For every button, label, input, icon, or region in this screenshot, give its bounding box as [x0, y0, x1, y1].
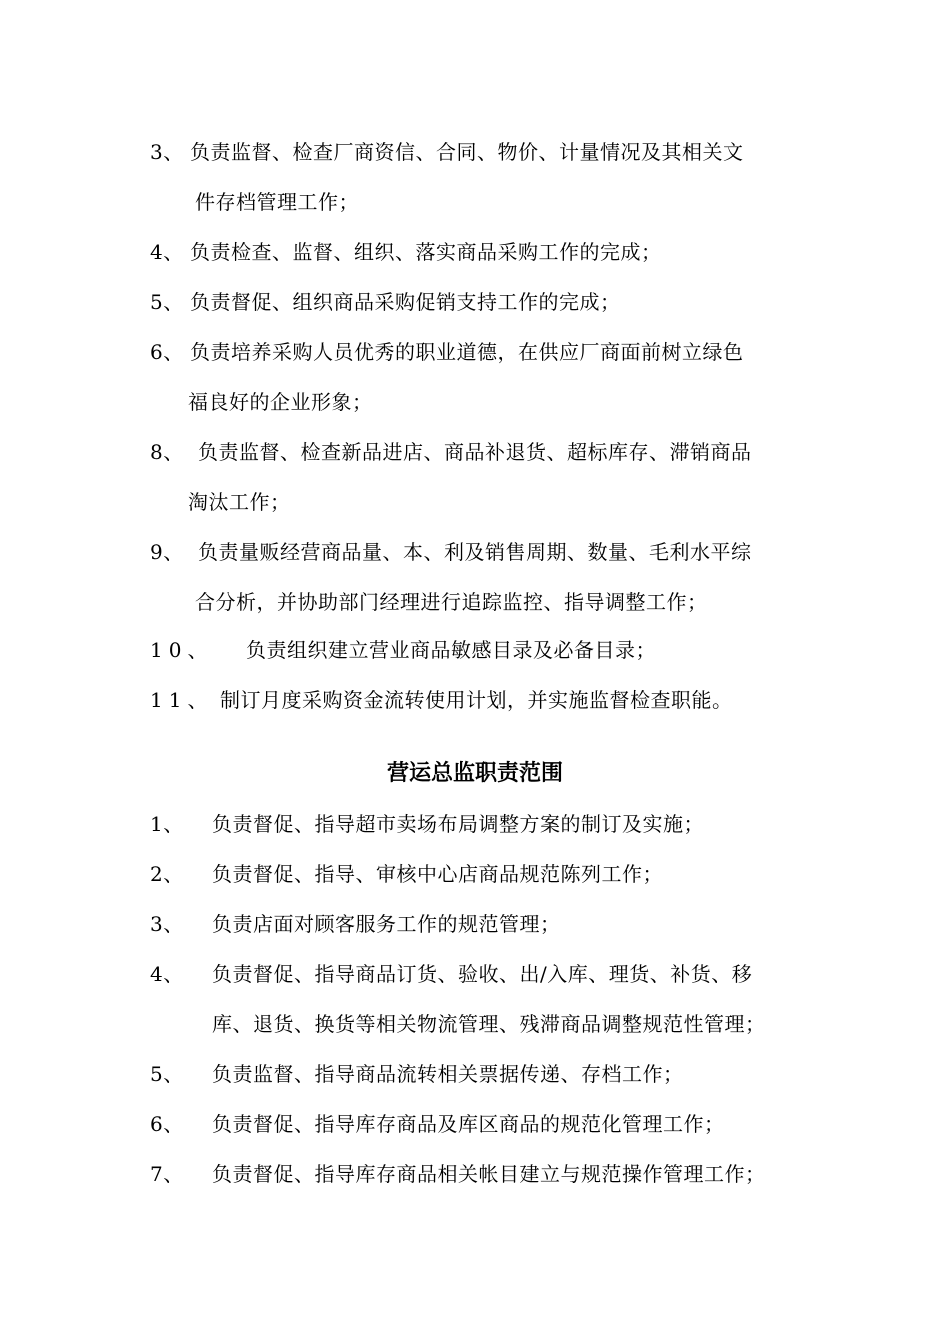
list-item	[150, 912, 561, 936]
item-text: 负责组织建立营业商品敏感目录及必备目录；	[246, 638, 656, 662]
list-item	[150, 540, 752, 564]
item-number: 10、	[150, 638, 214, 662]
section-title: 营运总监职责范围	[386, 761, 563, 786]
item-text: 负责督促、组织商品采购促销支持工作的完成；	[190, 290, 621, 314]
item-text: 负责培养采购人员优秀的职业道德，在供应厂商面前树立绿色	[190, 340, 744, 364]
item-number: 1、	[150, 812, 184, 836]
list-item	[150, 290, 621, 314]
list-item-continuation	[188, 490, 291, 514]
item-number: 6、	[150, 1112, 184, 1136]
list-item	[150, 812, 704, 836]
item-text: 淘汰工作；	[188, 490, 291, 514]
list-item-continuation	[212, 1012, 766, 1036]
list-item-continuation	[195, 590, 708, 614]
list-item	[150, 1162, 766, 1186]
item-number: 3、	[150, 912, 184, 936]
item-text: 负责检查、监督、组织、落实商品采购工作的完成；	[190, 240, 662, 264]
item-number: 11、	[150, 688, 214, 712]
item-number: 5、	[150, 1062, 184, 1086]
list-item	[150, 638, 656, 662]
list-item	[150, 340, 744, 364]
item-number: 5、	[150, 290, 184, 314]
list-item	[150, 1062, 684, 1086]
item-text: 负责监督、检查新品进店、商品补退货、超标库存、滞销商品	[198, 440, 752, 464]
item-number: 3、	[150, 140, 184, 164]
item-number: 4、	[150, 962, 184, 986]
list-item-continuation	[188, 390, 373, 414]
item-number: 8、	[150, 440, 184, 464]
item-number: 2、	[150, 862, 184, 886]
item-text: 件存档管理工作；	[195, 190, 359, 214]
item-text: 负责店面对顾客服务工作的规范管理；	[212, 912, 561, 936]
item-number: 6、	[150, 340, 184, 364]
item-number: 4、	[150, 240, 184, 264]
item-text: 合分析，并协助部门经理进行追踪监控、指导调整工作；	[195, 590, 708, 614]
item-text: 负责量贩经营商品量、本、利及销售周期、数量、毛利水平综	[198, 540, 752, 564]
list-item	[150, 140, 744, 164]
list-item	[150, 1112, 725, 1136]
item-text: 负责监督、指导商品流转相关票据传递、存档工作；	[212, 1062, 684, 1086]
item-number: 7、	[150, 1162, 184, 1186]
item-text: 负责督促、指导库存商品及库区商品的规范化管理工作；	[212, 1112, 725, 1136]
list-item	[150, 240, 662, 264]
list-item	[150, 962, 752, 986]
item-text: 负责督促、指导、审核中心店商品规范陈列工作；	[212, 862, 663, 886]
item-text: 负责督促、指导库存商品相关帐目建立与规范操作管理工作；	[212, 1162, 766, 1186]
item-text: 库、退货、换货等相关物流管理、残滞商品调整规范性管理；	[212, 1012, 766, 1036]
item-number: 9、	[150, 540, 184, 564]
item-text: 制订月度采购资金流转使用计划，并实施监督检查职能。	[220, 688, 733, 712]
list-item	[150, 440, 752, 464]
item-text: 负责督促、指导商品订货、验收、出/入库、理货、补货、移	[212, 962, 753, 986]
list-item	[150, 862, 663, 886]
list-item-continuation	[195, 190, 359, 214]
item-text: 负责督促、指导超市卖场布局调整方案的制订及实施；	[212, 812, 704, 836]
list-item	[150, 688, 733, 712]
item-text: 负责监督、检查厂商资信、合同、物价、计量情况及其相关文	[190, 140, 744, 164]
item-text: 福良好的企业形象；	[188, 390, 373, 414]
